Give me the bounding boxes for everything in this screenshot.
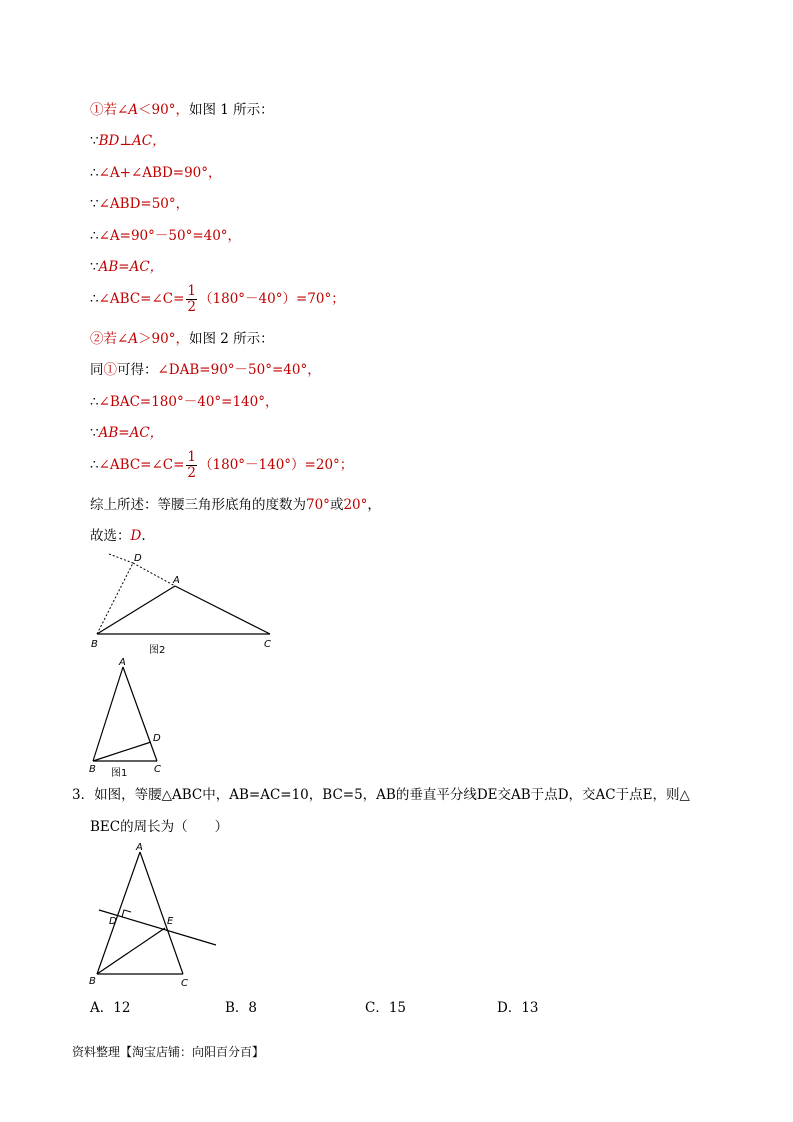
- step-line: ∴∠A+∠ABD=90°，: [90, 165, 222, 181]
- footer-source: 资料整理【淘宝店铺：向阳百分百】: [72, 1045, 265, 1059]
- label-d: D: [109, 916, 117, 927]
- figure-2: [85, 548, 285, 660]
- label-b: B: [89, 764, 96, 775]
- question-3-line-1: 3．如图，等腰△ABC中，AB=AC=10，BC=5，AB的垂直平分线DE交AB于点D，交AC于点E，则△: [72, 787, 690, 803]
- option-a[interactable]: A．12: [90, 1000, 131, 1016]
- label-d: D: [134, 553, 142, 564]
- figure-1: [85, 655, 175, 780]
- label-d: D: [153, 733, 161, 744]
- fraction: $\frac{1}{2}$: [187, 449, 197, 481]
- segment-ac: [175, 586, 270, 634]
- option-d[interactable]: D．13: [497, 1000, 539, 1016]
- right-angle-mark: [122, 910, 131, 917]
- segment-ba: [97, 586, 175, 634]
- conclusion-line: 综上所述：等腰三角形底角的度数为70°或20°，: [90, 497, 381, 513]
- segment-ac: [123, 667, 157, 761]
- label-c: C: [181, 978, 188, 989]
- label-a: A: [136, 842, 143, 853]
- figure-2-caption: 图2: [149, 645, 166, 656]
- question-3-line-2: BEC的周长为（ ）: [90, 819, 229, 835]
- segment-da-dashed: [133, 563, 175, 586]
- segment-be: [97, 928, 165, 974]
- label-e: E: [167, 916, 174, 927]
- step-line: ∵AB=AC，: [90, 425, 164, 441]
- step-line: ∴∠A=90°－50°=40°，: [90, 228, 242, 244]
- question-3-figure: [85, 838, 225, 994]
- extension-dashed: [109, 554, 133, 563]
- case2-heading: ②若∠A＞90°，如图 2 所示：: [90, 331, 274, 347]
- label-b: B: [89, 976, 96, 987]
- option-c[interactable]: C．15: [365, 1000, 407, 1016]
- step-line: 同①可得：∠DAB=90°－50°=40°，: [90, 362, 321, 378]
- case1-heading: ①若∠A＜90°，如图 1 所示：: [90, 102, 274, 118]
- label-a: A: [119, 657, 126, 668]
- segment-ab: [93, 667, 123, 761]
- segment-bd: [93, 742, 151, 761]
- segment-ac: [140, 852, 183, 974]
- label-c: C: [154, 764, 161, 775]
- label-a: A: [173, 575, 180, 586]
- figure-1-caption: 图1: [111, 768, 128, 779]
- step-line: ∵∠ABD=50°，: [90, 196, 190, 212]
- step-line: ∵AB=AC，: [90, 259, 164, 275]
- segment-ab: [97, 852, 140, 974]
- answer-line: 故选：D.: [90, 528, 146, 544]
- option-b[interactable]: B．8: [225, 1000, 258, 1016]
- step-line-fraction: ∴∠ABC=∠C= $\frac{1}{2}$ （180°－140°）=20°；: [90, 449, 354, 481]
- step-line-fraction: ∴∠ABC=∠C= $\frac{1}{2}$ （180°－40°）=70°；: [90, 283, 345, 315]
- label-b: B: [91, 639, 98, 650]
- label-c: C: [264, 639, 271, 650]
- step-line: ∵BD⊥AC，: [90, 133, 166, 149]
- step-line: ∴∠BAC=180°－40°=140°，: [90, 394, 279, 410]
- fraction: $\frac{1}{2}$: [187, 283, 197, 315]
